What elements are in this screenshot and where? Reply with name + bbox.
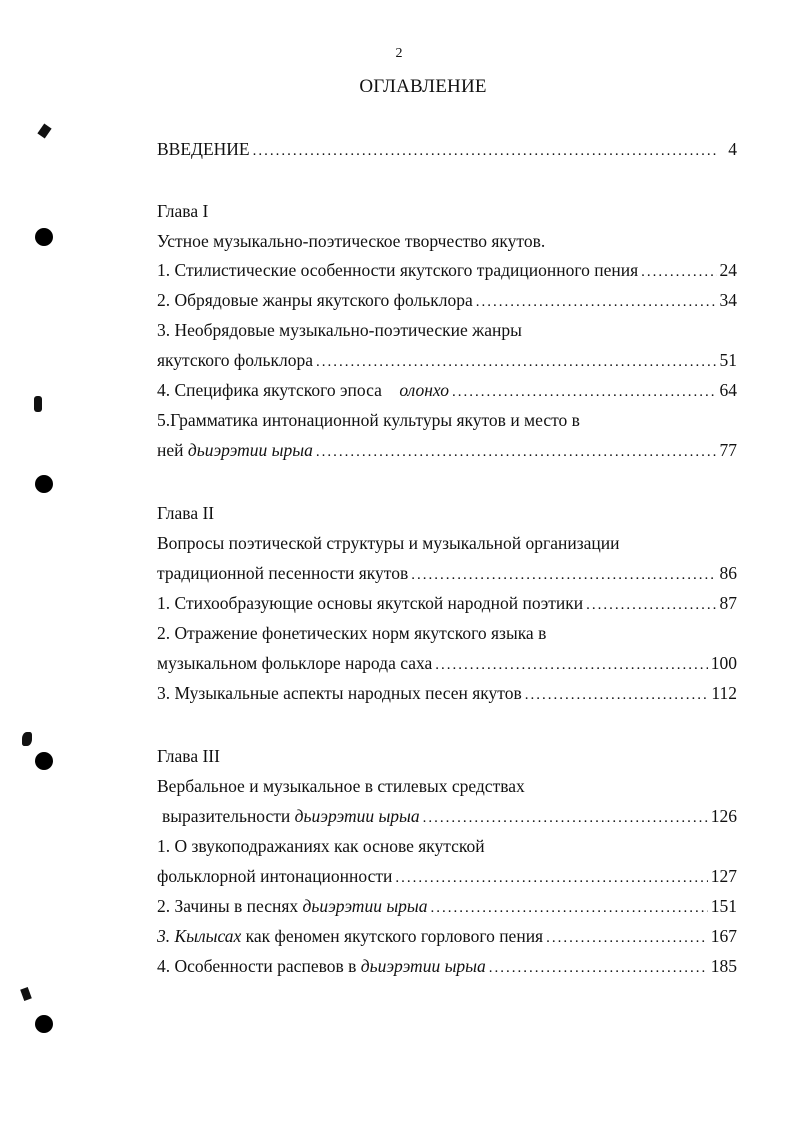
dot-leader <box>586 597 716 614</box>
dot-leader <box>253 143 720 160</box>
toc-entry <box>157 896 737 920</box>
toc-entry <box>157 593 737 617</box>
dot-leader <box>525 687 709 704</box>
toc-page-number: 126 <box>710 806 737 826</box>
toc-entry-label: традиционной песенности якутов <box>157 563 409 583</box>
toc-page-number: 77 <box>719 440 737 460</box>
toc-entry <box>157 290 737 314</box>
toc-entry-line: 1. О звукоподражаниях как основе якутской <box>157 836 485 856</box>
toc-entry-label: 2. Обрядовые жанры якутского фольклора <box>157 290 473 310</box>
toc-entry-line: 2. Отражение фонетических норм якутского языка в <box>157 623 547 643</box>
toc-entry-label: музыкальном фольклоре народа саха <box>157 653 433 673</box>
toc-entry <box>157 350 737 374</box>
binder-hole-mark <box>35 228 53 246</box>
toc-page-number: 87 <box>719 593 737 613</box>
chapter-heading: Глава III <box>157 746 220 766</box>
binder-hole-mark <box>35 752 53 770</box>
toc-page-number: 167 <box>710 926 737 946</box>
toc-entry <box>157 926 737 950</box>
dot-leader <box>316 354 717 371</box>
toc-entry <box>157 380 737 404</box>
page-number: 2 <box>395 46 403 61</box>
toc-entry-label: 3. Кылысах как феномен якутского горлового пения <box>157 926 544 946</box>
toc-entry-label: выразительности дьиэрэтии ырыа <box>162 806 420 826</box>
toc-entry-label: 2. Зачины в песнях дьиэрэтии ырыа <box>157 896 428 916</box>
binder-hole-mark <box>35 475 53 493</box>
scan-speck <box>22 732 32 746</box>
dot-leader <box>411 567 716 584</box>
dot-leader <box>435 657 707 674</box>
dot-leader <box>476 294 717 311</box>
dot-leader <box>431 900 708 917</box>
dot-leader <box>316 444 717 461</box>
toc-entry <box>157 956 737 980</box>
toc-page-number: 86 <box>719 563 737 583</box>
toc-entry-label: 4. Особенности распевов в дьиэрэтии ырыа <box>157 956 486 976</box>
scan-speck <box>20 987 32 1001</box>
chapter-heading: Глава II <box>157 503 215 523</box>
toc-entry-line: 5.Грамматика интонационной культуры якутов и место в <box>157 410 580 430</box>
toc-page-number: 100 <box>710 653 737 673</box>
toc-entry <box>157 260 737 284</box>
chapter-title: Вопросы поэтической структуры и музыкальной организации <box>157 533 620 553</box>
dot-leader <box>641 264 716 281</box>
toc-entry-label: 3. Музыкальные аспекты народных песен якутов <box>157 683 522 703</box>
chapter-heading: Глава I <box>157 201 209 221</box>
toc-entry-label: 4. Специфика якутского эпоса олонхо <box>157 380 450 400</box>
scan-speck <box>37 124 51 139</box>
chapter-title-entry <box>162 806 737 830</box>
toc-entry <box>157 683 737 707</box>
dot-leader <box>546 930 708 947</box>
scan-speck <box>34 396 42 412</box>
toc-page-number: 151 <box>710 896 737 916</box>
toc-entry-line: 3. Необрядовые музыкально-поэтические жанры <box>157 320 522 340</box>
chapter-title-entry <box>157 563 737 587</box>
toc-entry-intro <box>157 139 737 163</box>
toc-entry <box>157 440 737 464</box>
toc-entry-label: фольклорной интонационности <box>157 866 393 886</box>
toc-entry <box>157 653 737 677</box>
chapter-title: Устное музыкально-поэтическое творчество якутов. <box>157 231 546 251</box>
page-title: ОГЛАВЛЕНИЕ <box>359 76 487 97</box>
dot-leader <box>489 960 708 977</box>
toc-entry-label: ней дьиэрэтии ырыа <box>157 440 313 460</box>
toc-page-number: 51 <box>719 350 737 370</box>
toc-page-number: 34 <box>719 290 737 310</box>
toc-entry-label: 1. Стихообразующие основы якутской народной поэтики <box>157 593 584 613</box>
toc-page-number: 4 <box>728 139 737 159</box>
toc-page-number: 127 <box>710 866 737 886</box>
dot-leader <box>452 384 716 401</box>
toc-page-number: 64 <box>719 380 737 400</box>
toc-entry-label: ВВЕДЕНИЕ <box>157 139 250 159</box>
toc-page-number: 24 <box>719 260 737 280</box>
dot-leader <box>423 810 708 827</box>
toc-page-number: 112 <box>711 683 737 703</box>
toc-entry-label: 1. Стилистические особенности якутского традиционного пения <box>157 260 639 280</box>
dot-leader <box>395 870 707 887</box>
toc-entry <box>157 866 737 890</box>
chapter-title: Вербальное и музыкальное в стилевых средствах <box>157 776 525 796</box>
toc-page-number: 185 <box>710 956 737 976</box>
toc-entry-label: якутского фольклора <box>157 350 313 370</box>
binder-hole-mark <box>35 1015 53 1033</box>
